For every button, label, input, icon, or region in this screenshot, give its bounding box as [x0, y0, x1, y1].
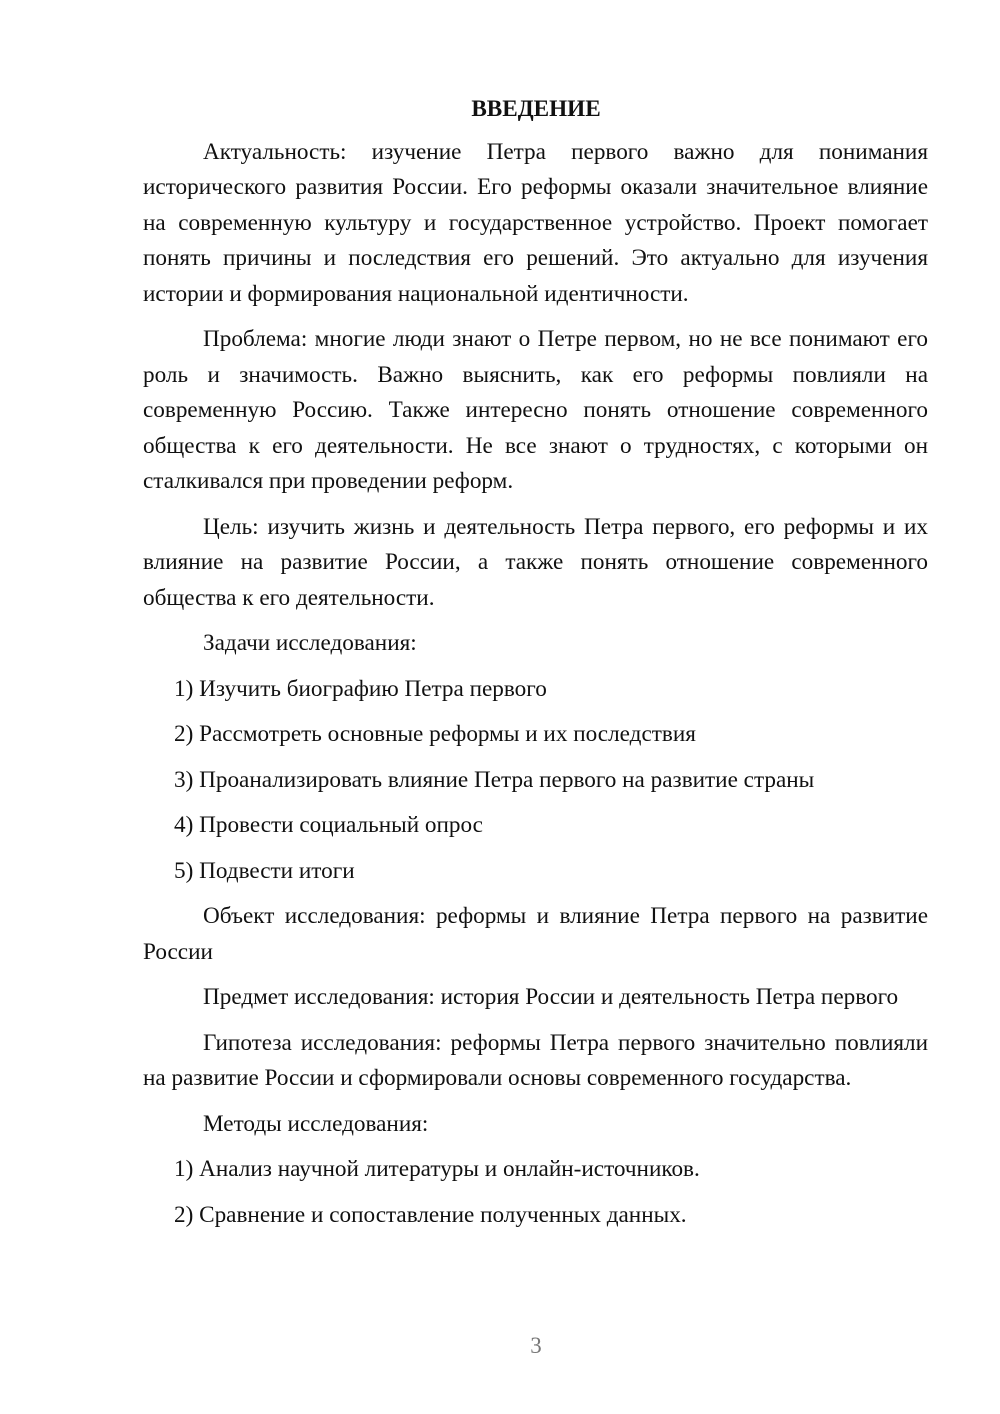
task-item: 5) Подвести итоги	[174, 857, 355, 884]
problem-paragraph: Проблема: многие люди знают о Петре первом, но не все понимают его роль и значимость. Важно выяснить, как его реформы повлияли на современную Россию. Также интересно понять отношение современного общества к его деятельности. Не все знают о трудностях, с которыми он сталкивался при проведении реформ.	[143, 326, 928, 494]
subject-paragraph: Предмет исследования: история России и деятельность Петра первого	[203, 984, 899, 1010]
object-paragraph: Объект исследования: реформы и влияние Петра первого на развитие России	[143, 903, 928, 965]
relevance-paragraph: Актуальность: изучение Петра первого важно для понимания исторического развития России. Его реформы оказали значительное влияние на современную культуру и государственное устройство. Проект помогает понять причины и последствия его решений. Это актуально для изучения истории и формирования национальной идентичности.	[143, 138, 928, 307]
page-number: 3	[530, 1333, 542, 1358]
goal-paragraph: Цель: изучить жизнь и деятельность Петра первого, его реформы и их влияние на развитие России, а также понять отношение современного общества к его деятельности.	[143, 513, 928, 611]
hypothesis-paragraph: Гипотеза исследования: реформы Петра первого значительно повлияли на развитие России и сформировали основы современного государства.	[143, 1029, 928, 1091]
tasks-heading: Задачи исследования:	[203, 630, 417, 656]
methods-heading: Методы исследования:	[203, 1110, 429, 1137]
task-item: 1) Изучить биографию Петра первого	[174, 675, 547, 702]
method-item: 2) Сравнение и сопоставление полученных данных.	[174, 1201, 687, 1228]
task-item: 4) Провести социальный опрос	[174, 812, 483, 838]
method-item: 1) Анализ научной литературы и онлайн-источников.	[174, 1156, 700, 1182]
section-title: ВВЕДЕНИЕ	[471, 96, 601, 122]
task-item: 3) Проанализировать влияние Петра первого на развитие страны	[174, 766, 815, 793]
page-content	[143, 92, 928, 1243]
task-item: 2) Рассмотреть основные реформы и их последствия	[174, 721, 696, 747]
